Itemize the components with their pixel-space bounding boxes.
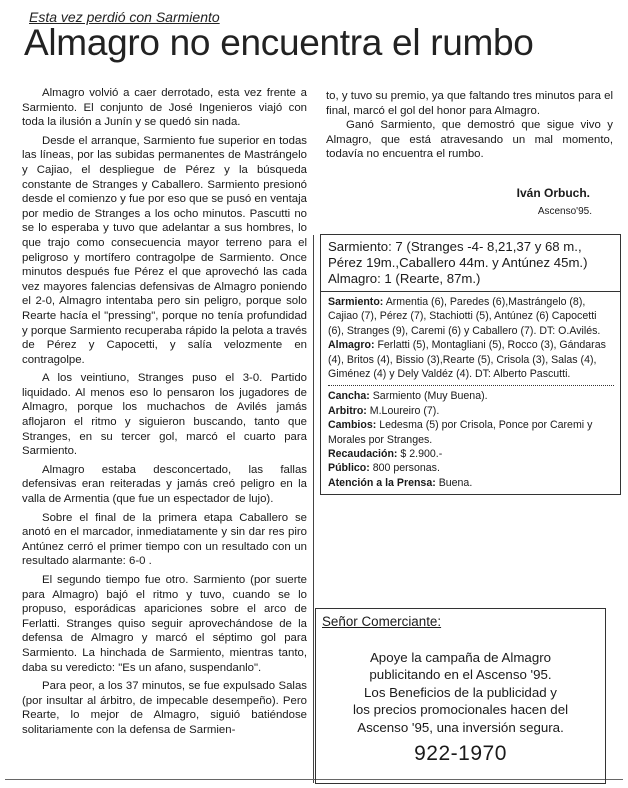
detail-label: Público: [328, 462, 370, 475]
detail-label: Arbitro: [328, 404, 367, 417]
advertisement-box [315, 608, 606, 784]
team-label: Almagro: [328, 339, 375, 352]
article-paragraph: A los veintiuno, Stranges puso el 3-0. Partido liquidado. Al menos eso lo pensaron los jugadores de Almagro, porque los muchachos de Avilés jamás aflojaron el ritmo y siguieron buscando, tanto que Stranges, en su tercer gol, marcó el cuarto para Sarmiento. [22, 372, 307, 458]
article-paragraph: Desde el arranque, Sarmiento fue superior en todas las líneas, por las subidas permanentes de Mastrángelo y Cajiao, el despliegue de Pérez y la búsqueda constante de Stranges y Caballero. Sarmiento presionó desde el comienzo y fue por eso que se pusó en ventaja por medio de Stranges a los ocho minutos. Pascutti no se lo esperaba y tuvo que adelantar a sus hombres, lo que trajo como consecuencia mayor terreno para el peligroso y mortífero contragolpe de Sarmiento. Once minutos después fue Pérez el que aprovechó las cada vez mayores falencias defensivas de Almagro poniendo el 2-0, Almagro intentaba pero sin peligro, porque solo Rearte hacía el "pressing", porque no tenía profundidad y porque Sarmiento recuperaba rápido la pelota a través de Pérez y Capocetti, y salía velozmente en contragolpe. [22, 134, 307, 366]
detail-prensa [328, 476, 614, 490]
column-divider [313, 235, 314, 783]
article-body-right-column [326, 89, 613, 162]
detail-value: 800 personas. [369, 462, 440, 475]
article-paragraph: El segundo tiempo fue otro. Sarmiento (por suerte para Almagro) bajó el ritmo y tuvo, cuando se lo propuso, esporádicas apariciones sobre el arco de Ferlatti. Stranges quiso seguir aprovechándose de la defensa de Almagro y marcó el séptimo gol para Sarmiento. La hinchada de Sarmiento, mientras tanto, daba su veredicto: "Es un afano, suspendanlo". [22, 574, 307, 674]
result-line-sarmiento: Sarmiento: 7 (Stranges -4- 8,21,37 y 68 m., Pérez 19m.,Caballero 44m. y Antúnez 45m.) [328, 239, 588, 270]
detail-label: Cancha: [328, 390, 370, 403]
match-summary-box [320, 234, 621, 495]
detail-value: M.Loureiro (7). [366, 404, 440, 417]
result-line-almagro: Almagro: 1 (Rearte, 87m.) [328, 271, 481, 286]
article-byline: Iván Orbuch. [516, 186, 590, 200]
detail-cancha [328, 389, 614, 403]
detail-publico [328, 461, 614, 475]
lineup-text: Ferlatti (5), Montagliani (5), Rocco (3), Gándaras (4), Britos (4), Bissio (3),Rearte (5), Crisola (3), Salas (4), Giménez (4) y Dely Valdéz (4). DT: Alberto Pascutti. [328, 339, 606, 381]
detail-value: $ 2.900.- [397, 448, 443, 461]
advert-text [316, 649, 605, 736]
article-headline: Almagro no encuentra el rumbo [24, 22, 534, 63]
detail-label: Cambios: [328, 419, 377, 432]
lineup-text: Armentia (6), Paredes (6),Mastrángelo (8), Cajiao (7), Pérez (7), Stachiotti (5), Antúnez (6) Capocetti (6), Stranges (9), Caremi (6) y Caballero (7). DT: O.Avilés. [328, 296, 601, 337]
detail-value: Sarmiento (Muy Buena). [369, 390, 488, 403]
article-paragraph: Ganó Sarmiento, que demostró que sigue vivo y Almagro, que está atravesando un mal momento, todavía no encuentra el rumbo. [326, 119, 613, 161]
advert-title: Señor Comerciante: [322, 614, 442, 629]
advert-line: Los Beneficios de la publicidad y [364, 684, 557, 700]
article-kicker: Esta vez perdió con Sarmiento [29, 9, 220, 25]
detail-value: Ledesma (5) por Crisola, Ponce por Caremi y Morales por Stranges. [328, 419, 593, 446]
detail-cambios [328, 418, 614, 447]
dotted-separator [328, 385, 614, 386]
detail-arbitro [328, 404, 614, 418]
advert-line: publicitando en el Ascenso '95. [369, 667, 552, 683]
article-source: Ascenso'95. [537, 206, 592, 217]
lineup-almagro [328, 338, 614, 381]
article-paragraph: Almagro volvió a caer derrotado, esta vez frente a Sarmiento. El conjunto de José Ingenieros viajó con toda la ilusión a Junín y se quedó sin nada. [22, 87, 307, 129]
detail-recaudacion [328, 447, 614, 461]
match-result [321, 235, 620, 292]
advert-line: Ascenso '95, una inversión segura. [357, 719, 564, 735]
article-paragraph: Almagro estaba desconcertado, las fallas defensivas eran reiteradas y jamás creó peligro en la valla de Armentia (que fue un espectador de lujo). [22, 463, 307, 506]
article-paragraph: Para peor, a los 37 minutos, se fue expulsado Salas (por insultar al árbitro, de impecable desempeño). Pero Rearte, lo mejor de Almagro, siguió batiéndose solitariamente con la defensa de Sarmien- [22, 680, 307, 736]
team-label: Sarmiento: [328, 296, 384, 308]
detail-value: Buena. [435, 476, 473, 489]
advert-line: los precios promocionales hacen del [352, 702, 569, 718]
article-body-left-column [22, 86, 307, 742]
advert-line: Apoye la campaña de Almagro [369, 650, 552, 665]
lineup-sarmiento [328, 295, 614, 338]
match-details [321, 292, 620, 494]
article-paragraph: Sobre el final de la primera etapa Caballero se anotó en el marcador, inmediatamente y sin dar res piro Antúnez cerró el primer tiempo con un resultado con un resultado alarmante: 6-0 . [22, 511, 307, 568]
advert-phone-number: 922-1970 [414, 742, 507, 765]
detail-label: Atención a la Prensa: [328, 476, 436, 489]
detail-label: Recaudación: [328, 448, 398, 461]
article-paragraph: to, y tuvo su premio, ya que faltando tres minutos para el final, marcó el gol del honor para Almagro. [326, 90, 613, 117]
